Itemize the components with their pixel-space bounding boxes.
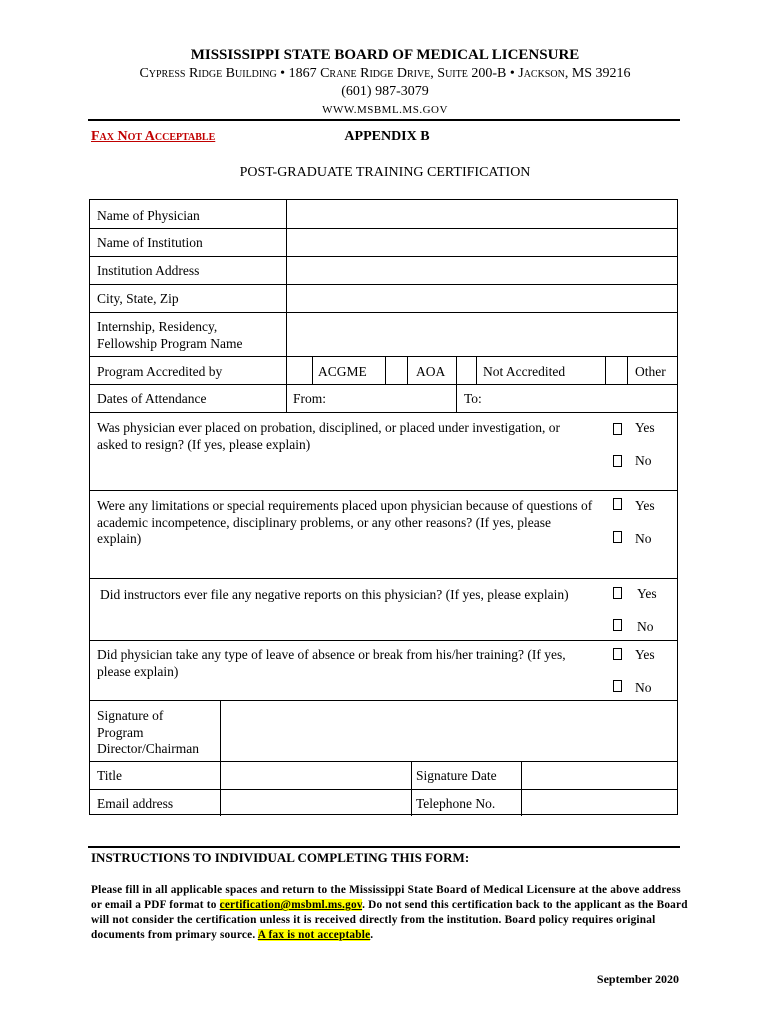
institution-address-field[interactable] — [287, 257, 678, 284]
city-state-zip-field[interactable] — [287, 285, 678, 312]
header-divider — [88, 119, 680, 121]
probation-no-label: No — [635, 453, 652, 468]
title-field[interactable] — [221, 762, 411, 789]
not-accredited-checkbox[interactable] — [457, 357, 476, 384]
certification-form — [89, 199, 678, 815]
negative-reports-yes-checkbox[interactable] — [613, 587, 622, 599]
signature-field[interactable] — [221, 701, 678, 761]
label-physician-name: Name of Physician — [97, 208, 200, 223]
option-other: Other — [635, 364, 666, 379]
question-probation: Was physician ever placed on probation, disciplined, or placed under investigation, or asked to resign? (If yes, please explain) — [97, 420, 561, 452]
label-signature-date: Signature Date — [416, 768, 497, 783]
label-signature-line1: Signature of — [97, 708, 164, 723]
row-divider — [90, 578, 677, 579]
probation-no-checkbox[interactable] — [613, 455, 622, 467]
row-divider — [90, 356, 677, 357]
acgme-checkbox[interactable] — [287, 357, 312, 384]
negative-reports-no-checkbox[interactable] — [613, 619, 622, 631]
board-address: Cypress Ridge Building • 1867 Crane Ridge Drive, Suite 200-B • Jackson, MS 39216 — [139, 66, 631, 81]
label-program-name — [97, 319, 242, 352]
option-not-accredited: Not Accredited — [483, 364, 566, 379]
form-title: POST-GRADUATE TRAINING CERTIFICATION — [239, 165, 531, 180]
column-divider — [407, 356, 408, 384]
leave-no-label: No — [635, 680, 652, 695]
aoa-checkbox[interactable] — [386, 357, 407, 384]
appendix-label: APPENDIX B — [344, 129, 430, 144]
instructions-text-2: . Do not send this certification back to the applicant as the Board will not consider the certification unless it is received directly from the institution. Board policy requires original documents from primary source. — [91, 899, 688, 941]
board-website: WWW.MSBML.MS.GOV — [322, 104, 448, 116]
column-divider — [627, 356, 628, 384]
column-divider — [476, 356, 477, 384]
row-divider — [90, 640, 677, 641]
column-divider — [312, 356, 313, 384]
label-institution-address: Institution Address — [97, 263, 200, 278]
telephone-field[interactable] — [522, 790, 678, 815]
option-aoa: AOA — [416, 364, 446, 379]
institution-name-field[interactable] — [287, 229, 678, 256]
limitations-no-checkbox[interactable] — [613, 531, 622, 543]
certification-email-link[interactable]: certification@msbml.ms.gov — [219, 899, 363, 911]
instructions-body — [91, 883, 691, 943]
limitations-yes-checkbox[interactable] — [613, 498, 622, 510]
label-city-state-zip: City, State, Zip — [97, 291, 179, 306]
label-title: Title — [97, 768, 123, 783]
label-program-name-line2: Fellowship Program Name — [97, 335, 243, 351]
email-field[interactable] — [221, 790, 411, 815]
label-dates: Dates of Attendance — [97, 391, 207, 406]
label-telephone: Telephone No. — [416, 796, 496, 811]
row-divider — [90, 412, 677, 413]
physician-name-field[interactable] — [287, 201, 678, 228]
label-from: From: — [293, 391, 327, 406]
question-limitations: Were any limitations or special requirements placed upon physician because of questions of academic incompetence, disciplinary problems, or any other reasons? (If yes, please explain) — [97, 498, 593, 546]
program-name-field[interactable] — [287, 313, 678, 356]
option-acgme: ACGME — [318, 364, 367, 379]
leave-no-checkbox[interactable] — [613, 680, 622, 692]
leave-yes-label: Yes — [635, 647, 655, 662]
other-checkbox[interactable] — [606, 357, 627, 384]
label-accredited-by: Program Accredited by — [97, 364, 223, 379]
negative-reports-no-label: No — [637, 619, 654, 634]
from-date-field[interactable] — [330, 385, 455, 412]
label-program-name-line1: Internship, Residency, — [97, 319, 218, 334]
fax-warning: A fax is not acceptable — [257, 929, 371, 941]
fax-notice: Fax Not Acceptable — [91, 129, 216, 144]
signature-date-field[interactable] — [522, 762, 678, 789]
label-signature — [97, 708, 199, 758]
probation-yes-checkbox[interactable] — [613, 423, 622, 435]
instructions-title: INSTRUCTIONS TO INDIVIDUAL COMPLETING THIS FORM: — [91, 850, 470, 865]
negative-reports-yes-label: Yes — [637, 586, 657, 601]
label-institution-name: Name of Institution — [97, 235, 203, 250]
instructions-text-3: . — [370, 929, 374, 941]
question-negative-reports: Did instructors ever file any negative reports on this physician? (If yes, please explain) — [100, 587, 569, 602]
label-signature-line2: Program — [97, 724, 144, 740]
label-signature-line3: Director/Chairman — [97, 741, 199, 756]
column-divider — [411, 761, 412, 816]
form-date: September 2020 — [596, 972, 679, 986]
row-divider — [90, 490, 677, 491]
board-title: MISSISSIPPI STATE BOARD OF MEDICAL LICENSURE — [190, 47, 580, 63]
board-phone: (601) 987-3079 — [341, 84, 429, 99]
to-date-field[interactable] — [485, 385, 678, 412]
limitations-no-label: No — [635, 531, 652, 546]
limitations-yes-label: Yes — [635, 498, 655, 513]
probation-yes-label: Yes — [635, 420, 655, 435]
leave-yes-checkbox[interactable] — [613, 648, 622, 660]
label-email: Email address — [97, 796, 174, 811]
instructions-divider — [88, 846, 680, 848]
instructions-text-1: Please fill in all applicable spaces and return to the Mississippi State Board of Medical Licensure at the above address or email a PDF format to — [91, 884, 681, 911]
question-leave-of-absence: Did physician take any type of leave of absence or break from his/her training? (If yes, please explain) — [97, 647, 566, 679]
label-to: To: — [464, 391, 482, 406]
